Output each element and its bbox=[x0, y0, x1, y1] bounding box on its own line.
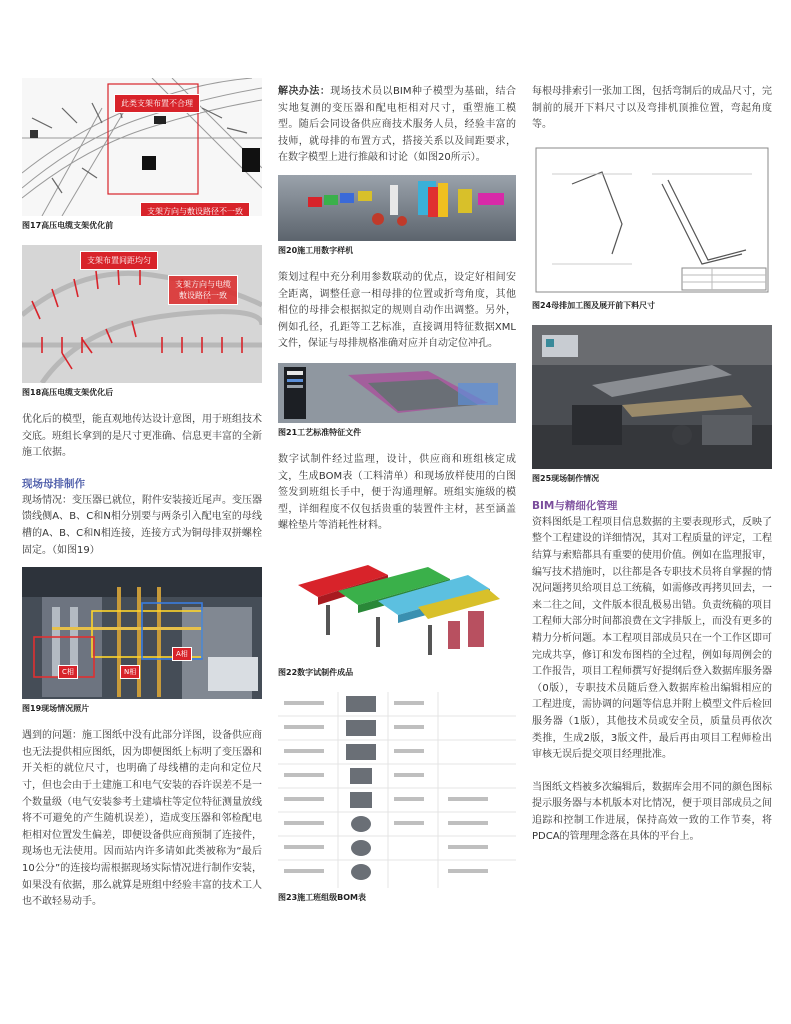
column-middle bbox=[278, 84, 516, 917]
figure-24 bbox=[532, 144, 772, 296]
figure-18-callout-top: 支架布置间距均匀 bbox=[80, 251, 158, 270]
col2-paragraph-3: 数字试制件经过监理，设计，供应商和班组核定成文，生成BOM表（工料清单）和现场放样使用的白图签发到班组长手中，便于沟通理解。班组实施级的模型，详细程度不仅包括贵重的装置件主材，甚至涵盖螺栓垫片等消耗性材料。 bbox=[278, 453, 516, 532]
figure-24-drawing bbox=[532, 144, 772, 296]
figure-21-screenshot bbox=[278, 363, 516, 423]
figure-18-caption: 图18高压电缆支架优化后 bbox=[22, 388, 114, 397]
col2-paragraph-1 bbox=[278, 84, 516, 167]
figure-18 bbox=[22, 245, 262, 383]
figure-22 bbox=[278, 545, 516, 663]
col2-paragraph-1-body: 现场技术员以BIM种子模型为基础，结合实地复测的变压器和配电柜相对尺寸，重塑施工模型。随后会同设备供应商技术服务人员，经验丰富的技师，就母排的布置方式，搭接关系以及间距要求，在数字模型上进行推敲和讨论（如图20所示）。 bbox=[278, 86, 517, 164]
section-heading-busbar: 现场母排制作 bbox=[22, 477, 85, 490]
col3-paragraph-1: 每根母排索引一张加工图，包括弯制后的成品尺寸，完制前的展开下料尺寸以及弯排机顶推位置，弯起角度等。 bbox=[532, 86, 772, 131]
figure-20 bbox=[278, 175, 516, 241]
figure-21-caption: 图21工艺标准特征文件 bbox=[278, 427, 362, 437]
figure-17-callout-top: 此类支架布置不合理 bbox=[114, 94, 200, 113]
col3-paragraph-3: 当图纸文档被多次编辑后，数据库会用不同的颜色图标提示服务器与本机版本对比情况，便于项目部成员之间追踪和控制工作进展，保持高效一致的工作节奏，将PDCA的管理理念落在具体的平台上。 bbox=[532, 781, 772, 843]
figure-20-caption: 图20施工用数字样机 bbox=[278, 245, 354, 255]
figure-23-caption: 图23施工班组级BOM表 bbox=[278, 892, 366, 902]
figure-17 bbox=[22, 78, 262, 216]
figure-24-caption: 图24母排加工图及展开前下料尺寸 bbox=[532, 300, 656, 310]
figure-23-table bbox=[278, 692, 516, 888]
column-right bbox=[532, 84, 772, 846]
col3-paragraph-2: 资料图纸是工程项目信息数据的主要表现形式，反映了整个工程建设的详细情况，其对工程质量的评定，工程结算与索赔都具有重要的使用价值。例如在监理报审，编写技术措施时，以往都是各专职技术员将自掌握的情况问题拷贝给项目总工统稿，如需修改再拷贝回去，一来二往之间，文件版本很乱极易出错。负责统稿的项目工程师大部分时间都浪费在文字排版上，而没有更多的精力分析问题。本工程项目部成员只在一个工作区即可完成共享，修订和发布图档的全过程，例如每周例会的工作报告，项目工程师撰写好提纲后登入数据库服务器（0版），专职技术员随后登入数据库检出编辑相应的工程进度，需协调的问题等信息并附上模型文件后检回服务器（1版），其他技术员或安全员，质量员再依次类推，生成2版，3版文件，最后再由项目工程师检出审核无误后提交项目经理批准。 bbox=[532, 516, 772, 761]
figure-19-caption: 图19现场情况照片 bbox=[22, 704, 90, 714]
section-heading-bim: BIM与精细化管理 bbox=[532, 499, 618, 512]
figure-22-caption: 图22数字试制件成品 bbox=[278, 667, 354, 677]
column-left bbox=[22, 78, 262, 911]
col1-paragraph-1: 优化后的模型，能直观地传达设计意图，用于班组技术交底。班组长拿到的是尺寸更准确、信息更丰富的全新施工依据。 bbox=[22, 414, 262, 459]
figure-19-label-a: A相 bbox=[172, 647, 192, 661]
figure-19-label-n: N相 bbox=[120, 665, 140, 679]
figure-17-caption: 图17高压电缆支架优化前 bbox=[22, 221, 114, 230]
figure-25-caption: 图25现场制作情况 bbox=[532, 473, 600, 483]
col1-paragraph-3: 遇到的问题：施工图纸中没有此部分详图，设备供应商也无法提供相应图纸，因为即便图纸上标明了变压器和开关柜的就位尺寸，也明确了母线槽的走向和定位尺寸，但也会由于土建施工和电气安装的吞许误差不是一个数量级（电气安装参考土建墙柱等定位特征测量放线将不可避免的产生随机误差），造成变压器和邻检配电柜相对位置发生偏差，即便设备供应商预制了连接件，现场也无法使用。因而站内许多请如此类被称为“最后10公分”的连接均需根据现场实际情况进行制作安装，如果没有依据，那么就算是班组中经验丰富的技术工人也不敢轻易动手。 bbox=[22, 730, 262, 908]
figure-23 bbox=[278, 692, 516, 888]
figure-17-callout-bottom: 支架方向与敷设路径不一致 bbox=[140, 202, 250, 216]
figure-25 bbox=[532, 325, 772, 469]
figure-18-callout-right: 支架方向与电缆 敷设路径一致 bbox=[168, 275, 238, 305]
col2-paragraph-1-lead: 解决办法： bbox=[278, 86, 331, 97]
figure-25-photo bbox=[532, 325, 772, 469]
figure-20-render bbox=[278, 175, 516, 241]
figure-21 bbox=[278, 363, 516, 423]
figure-19-label-c: C相 bbox=[58, 665, 78, 679]
col1-paragraph-2: 现场情况：变压器已就位，附件安装接近尾声。变压器馈线侧A、B、C和N相分别要与两条引入配电室的母线槽的A、B、C和N相连接，连接方式为铜母排双拼螺栓固定。（如图19） bbox=[22, 494, 262, 556]
figure-19 bbox=[22, 567, 262, 699]
col2-paragraph-2: 策划过程中充分利用参数联动的优点，设定好相间安全距离，调整任意一相母排的位置或折弯角度，其他相位的母排会根据拟定的规则自动作出调整。另外，例如孔径，孔距等工艺标准，直接调用特征数据XML文件，保证与母排规格准确对应并自动定位冲孔。 bbox=[278, 271, 516, 350]
figure-22-render bbox=[278, 545, 516, 663]
figure-19-photo bbox=[22, 567, 262, 699]
